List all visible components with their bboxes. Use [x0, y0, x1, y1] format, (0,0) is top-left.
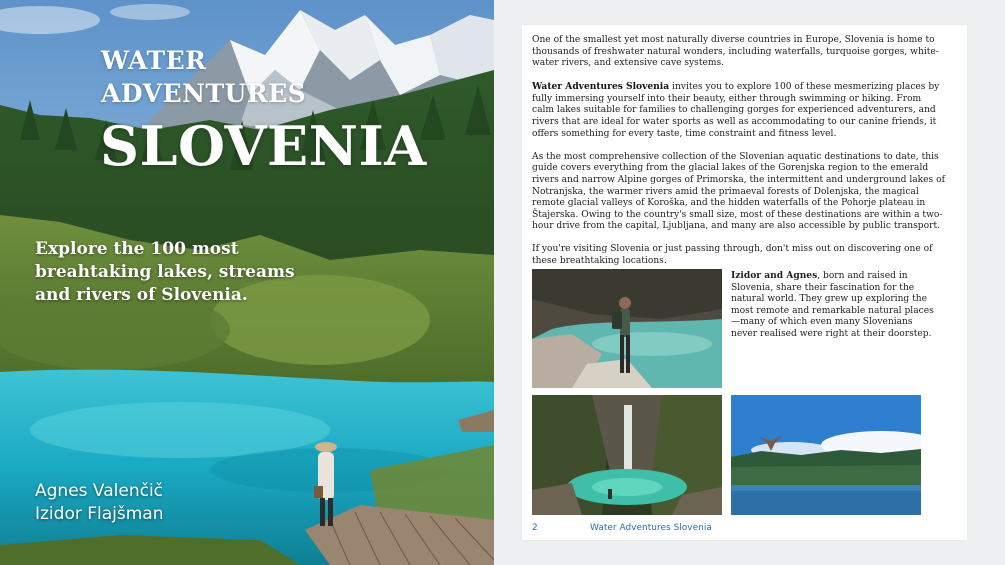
page-number: 2 — [532, 523, 538, 533]
running-title: Water Adventures Slovenia — [590, 523, 712, 533]
closing-paragraph: If you're visiting Slovenia or just passing through, don't miss out on discovering one of these breathtaking locations. — [532, 244, 933, 266]
authors-caption: Izidor and Agnes, born and raised in Slovenia, share their fascination for the natural world. They grew up exploring the most remote and remarkable natural places—many of which even many Slovenians never realised were right at their doorstep. — [731, 270, 934, 339]
author-name: Agnes Valenčič — [35, 481, 164, 501]
coverage-paragraph: As the most comprehensive collection of the Slovenian aquatic destinations to date, this guide covers everything from the glacial lakes of the Gorenjska region to the emerald rivers and narrow Alpine gorges of Primorska, the intermittent and underground lakes of Notranjska, the warmer rivers amid the primaeval forests of Dolenjska, the magical remote glacial valleys of Koroška, and the hidden waterfalls of the Pohorje plateau in Štajerska. Owing to the country's small size, most of these destinations are within a two-hour drive from the capital, Ljubljana, and many are also accessible by public transport. — [532, 151, 945, 232]
book-cover — [0, 0, 494, 565]
description-paragraph: Water Adventures Slovenia invites you to explore 100 of these mesmerizing places by fully immersing yourself into their beauty, either through swimming or hiking. From calm lakes suitable for families to challenging gorges for experienced adventurers, and rivers that are ideal for water sports as well as accommodating to our canine friends, it offers something for every taste, time constraint and fitness level. — [532, 81, 940, 139]
book-title-inline: Water Adventures Slovenia — [532, 81, 670, 93]
cover-title-small: WATER ADVENTURES — [101, 46, 307, 108]
cover-title-main: SLOVENIA — [100, 114, 427, 178]
photo-gorge-hiker — [532, 269, 722, 388]
cover-tagline: Explore the 100 most breahtaking lakes, streams and rivers of Slovenia. — [35, 239, 295, 305]
intro-paragraph: One of the smallest yet most naturally diverse countries in Europe, Slovenia is home to thousands of freshwater natural wonders, including waterfalls, turquoise gorges, white-water rivers, and extensive cave systems. — [532, 35, 939, 69]
cover-authors — [35, 480, 164, 526]
author-name: Izidor Flajšman — [35, 504, 164, 524]
page-body-text — [532, 35, 946, 279]
photo-waterfall — [532, 395, 722, 515]
authors-names: Izidor and Agnes — [731, 270, 818, 281]
book-page — [522, 25, 967, 540]
photo-lake-jump — [731, 395, 921, 515]
